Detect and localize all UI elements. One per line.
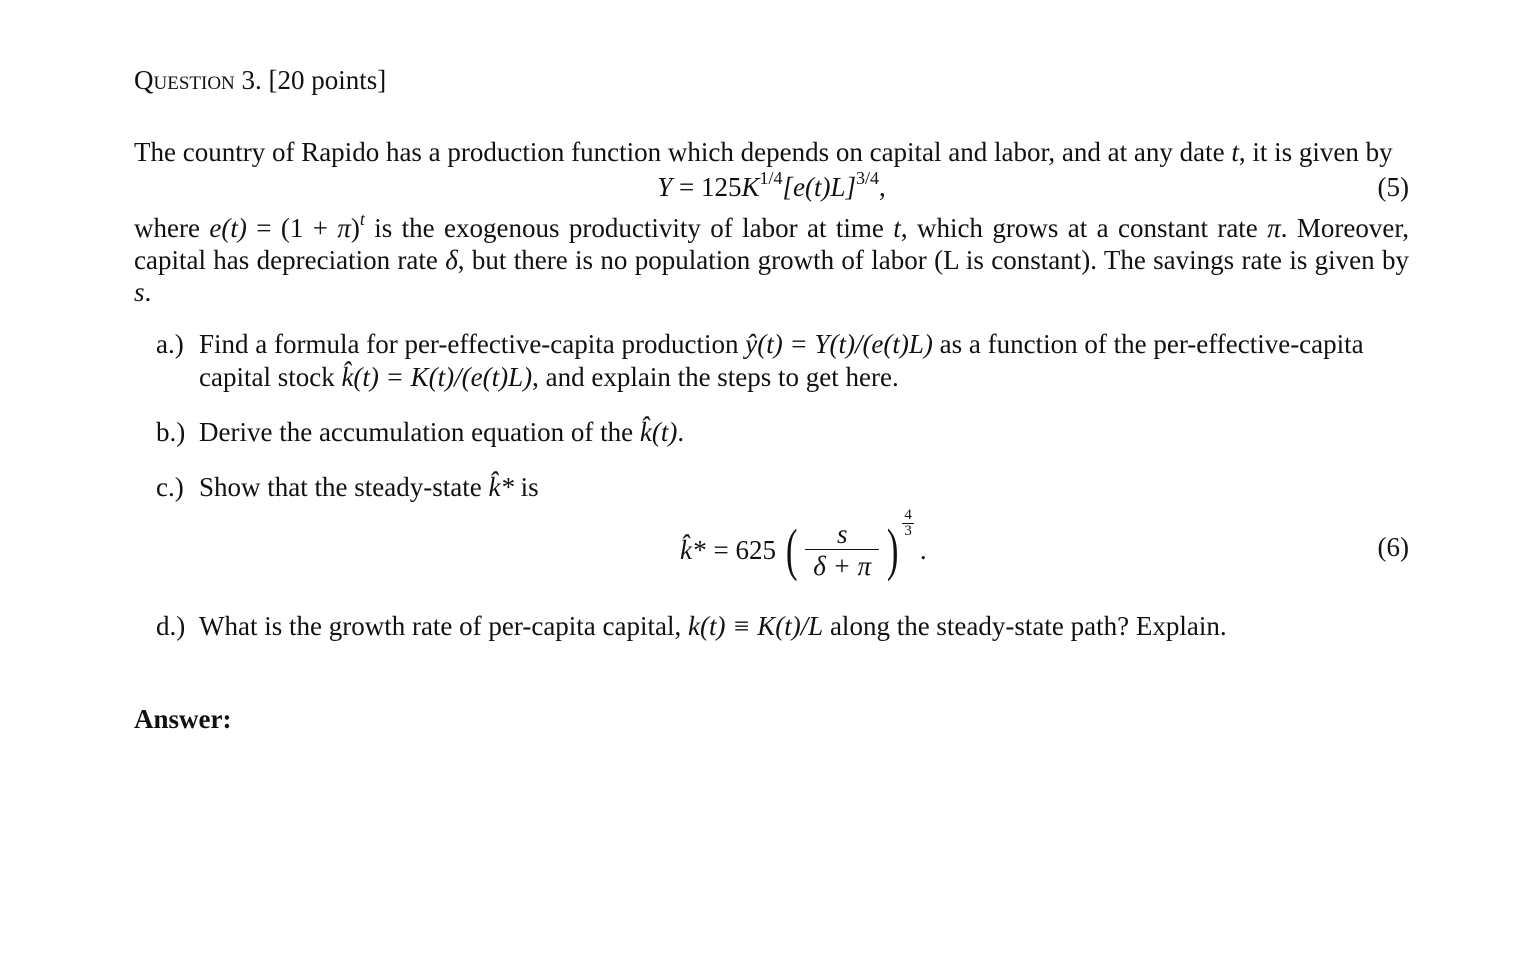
eq6-exp-num: 4 bbox=[904, 507, 912, 523]
equation-5 bbox=[134, 168, 1409, 206]
part-a-text bbox=[199, 328, 1409, 394]
part-d-t2: along the steady-state path? Explain. bbox=[823, 611, 1227, 641]
where-s: s bbox=[134, 277, 145, 307]
eq5-labor-term: [e(t)L] bbox=[782, 172, 857, 202]
part-b-t2: . bbox=[677, 417, 685, 447]
part-c-t2: is bbox=[513, 472, 539, 502]
part-c-math: k̂* bbox=[488, 472, 514, 502]
part-a-math-2: k̂(t) = K(t)/(e(t)L) bbox=[341, 362, 533, 392]
part-d bbox=[134, 610, 1409, 643]
question-label: Question 3. bbox=[134, 65, 262, 95]
part-c-text bbox=[199, 471, 1409, 504]
where-text-4: is the exogenous productivity of labor at time bbox=[364, 213, 894, 243]
where-pi: π bbox=[337, 213, 351, 243]
eq5-tail: , bbox=[879, 172, 886, 202]
part-b-marker: b.) bbox=[156, 417, 186, 447]
eq5-coef: = 125 bbox=[672, 172, 742, 202]
eq5-exp1: 1/4 bbox=[759, 168, 783, 188]
part-b-text bbox=[199, 416, 1409, 449]
where-text-2: = (1 + bbox=[246, 213, 338, 243]
intro-text: The country of Rapido has a production function which depends on capital and labor, and at any date bbox=[134, 137, 1232, 167]
part-b bbox=[134, 416, 1409, 449]
question-parts bbox=[134, 328, 1409, 504]
part-a bbox=[134, 328, 1409, 394]
where-sup-t: t bbox=[359, 209, 365, 229]
eq6-lhs: k̂* bbox=[680, 534, 706, 565]
part-a-t2: as a function of the per-effective-capita capital stock bbox=[199, 329, 1364, 392]
part-c bbox=[134, 471, 1409, 504]
part-c-t1: Show that the steady-state bbox=[199, 472, 489, 502]
answer-label: Answer: bbox=[134, 704, 232, 734]
eq6-denominator: δ + π bbox=[805, 549, 879, 582]
where-pi-2: π bbox=[1267, 213, 1281, 243]
where-text-7: . Moreover, capital has depreciation rate bbox=[134, 213, 1409, 275]
equation-6-body bbox=[680, 506, 927, 594]
part-d-math: k(t) ≡ K(t)/L bbox=[688, 611, 824, 641]
question-points: [20 points] bbox=[268, 65, 387, 95]
part-a-marker: a.) bbox=[156, 329, 184, 359]
part-a-t3: , and explain the steps to get here. bbox=[532, 362, 899, 392]
eq5-exp2: 3/4 bbox=[856, 168, 880, 188]
part-d-marker: d.) bbox=[156, 611, 186, 641]
question-heading bbox=[134, 62, 1409, 98]
part-b-math: k̂(t) bbox=[639, 417, 678, 447]
where-text-3: ) bbox=[350, 213, 360, 243]
part-d-t1: What is the growth rate of per-capita capital, bbox=[199, 611, 688, 641]
part-d-text bbox=[199, 610, 1409, 643]
equation-5-body bbox=[657, 168, 886, 206]
equation-5-number: (5) bbox=[1377, 172, 1409, 202]
question-page bbox=[134, 62, 1409, 735]
where-t: t bbox=[893, 213, 901, 243]
intro-text-end: , it is given by bbox=[1238, 137, 1393, 167]
eq5-K: K bbox=[741, 172, 760, 202]
eq6-numerator: s bbox=[836, 518, 848, 549]
part-c-marker: c.) bbox=[156, 472, 184, 502]
equation-6 bbox=[134, 506, 1409, 594]
question-parts-cont bbox=[134, 610, 1409, 643]
eq6-fraction bbox=[805, 519, 879, 582]
intro-paragraph bbox=[134, 136, 1409, 168]
eq6-coef: = 625 bbox=[713, 534, 776, 565]
eq6-tail: . bbox=[919, 534, 927, 565]
eq6-left-paren: ( bbox=[785, 517, 798, 582]
var-t: t bbox=[1231, 137, 1239, 167]
eq6-right-paren: ) bbox=[886, 517, 899, 582]
part-a-math-1: ŷ(t) = Y(t)/(e(t)L) bbox=[745, 329, 933, 359]
where-text-8: , but there is no population growth of labor (L is constant). The savings rate is given by bbox=[457, 245, 1409, 275]
eq5-lhs: Y bbox=[657, 172, 673, 202]
part-a-t1: Find a formula for per-effective-capita production bbox=[199, 329, 746, 359]
where-text-1: where bbox=[134, 213, 210, 243]
where-delta: δ bbox=[445, 245, 458, 275]
where-text-6: , which grows at a constant rate bbox=[900, 213, 1268, 243]
eq6-exp-den: 3 bbox=[904, 523, 912, 539]
part-b-t1: Derive the accumulation equation of the bbox=[199, 417, 640, 447]
where-et: e(t) bbox=[209, 213, 247, 243]
eq6-exponent bbox=[902, 508, 914, 539]
where-paragraph bbox=[134, 209, 1409, 308]
equation-6-number: (6) bbox=[1377, 532, 1409, 562]
where-text-9: . bbox=[144, 277, 152, 307]
